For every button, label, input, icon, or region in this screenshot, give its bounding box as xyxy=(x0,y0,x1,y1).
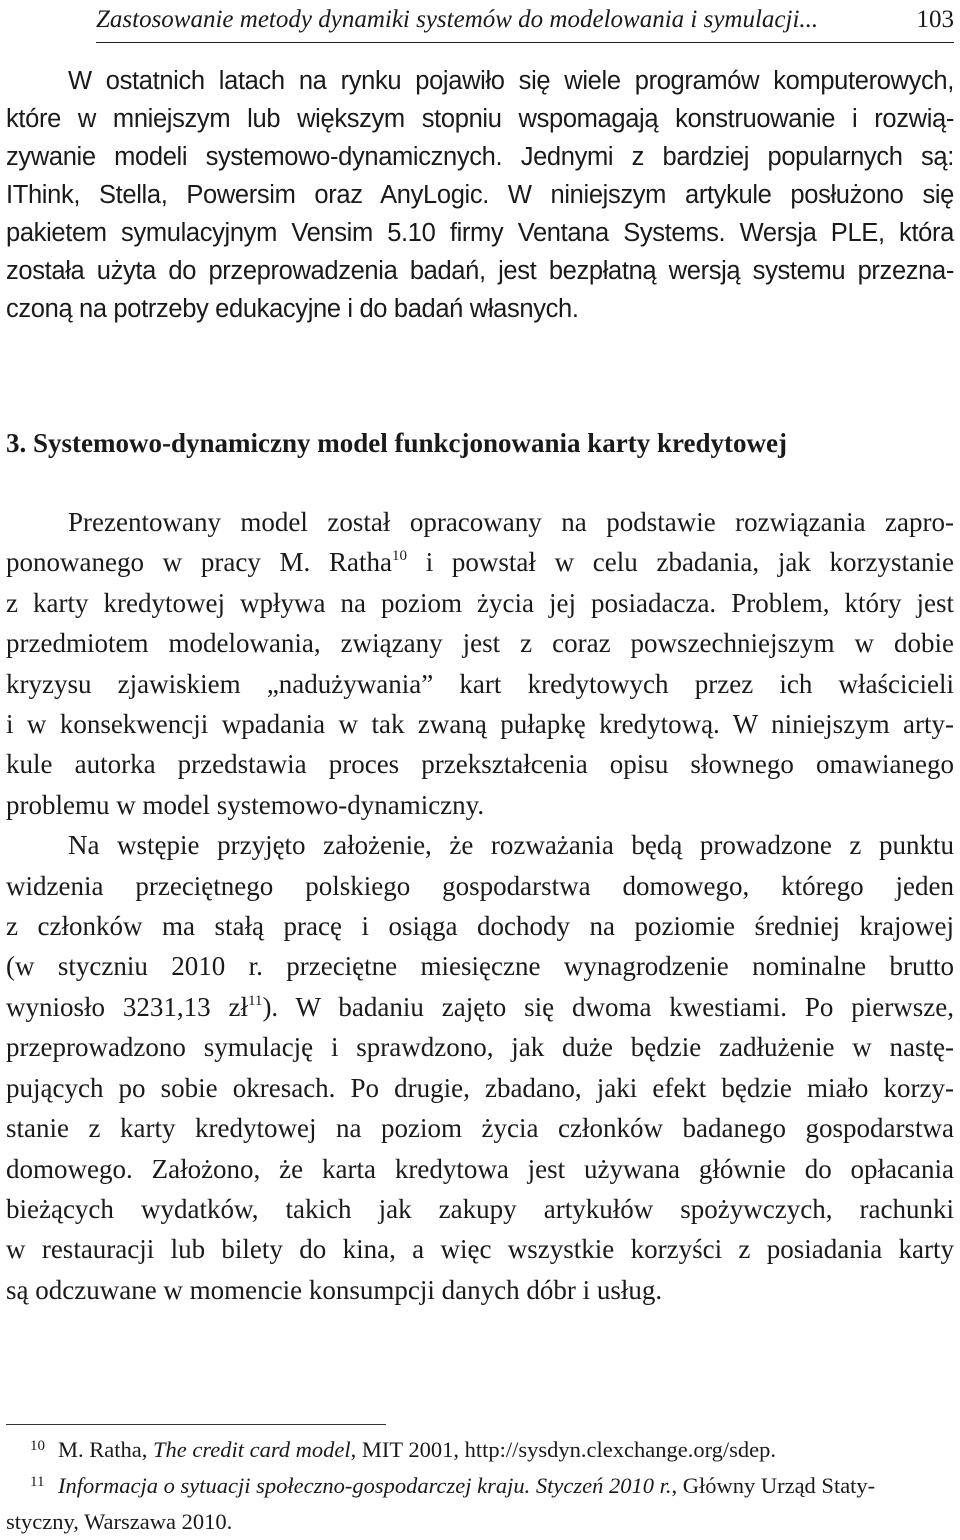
footnote-title: Informacja o sytuacji społeczno-gospodarczej kraju. Styczeń 2010 r. xyxy=(58,1473,672,1498)
footnote-title: The credit card model xyxy=(153,1437,351,1462)
body-line: widzenia przeciętnego polskiego gospodarstwa domowego, którego jeden xyxy=(6,870,954,901)
intro-line: IThink, Stella, Powersim oraz AnyLogic. W niniejszym artykule posłużono się xyxy=(6,181,954,209)
body-line: bieżących wydatków, takich jak zakupy artykułów spożywczych, rachunki xyxy=(6,1193,954,1224)
footnote-text: , MIT 2001, http://sysdyn.clexchange.org/sdep. xyxy=(350,1437,777,1462)
footnote-author: M. Ratha, xyxy=(58,1437,153,1462)
body-line: w restauracji lub bilety do kina, a więc wszystkie korzyści z posiadania karty xyxy=(6,1234,954,1265)
section-body xyxy=(6,502,954,1310)
body-line xyxy=(6,987,954,1027)
body-line: są odczuwane w momencie konsumpcji danych dóbr i usług. xyxy=(6,1274,663,1305)
footnotes xyxy=(6,1432,954,1540)
body-line xyxy=(6,542,954,582)
intro-line: czoną na potrzeby edukacyjne i do badań własnych. xyxy=(6,295,579,323)
body-text: i powstał w celu zbadania, jak korzystanie xyxy=(406,547,954,578)
body-text: ponowanego w pracy M. Ratha xyxy=(6,547,392,578)
body-line: przedmiotem modelowania, związany jest z coraz powszechniejszym w dobie xyxy=(6,628,954,659)
body-line: i w konsekwencji wpadania w tak zwaną pułapkę kredytową. W niniejszym arty- xyxy=(6,709,954,740)
body-line: kule autorka przedstawia proces przekształcenia opisu słownego omawianego xyxy=(6,749,954,780)
body-line: z członków ma stałą pracę i osiąga dochody na poziomie średniej krajowej xyxy=(6,911,954,942)
footnote-ref[interactable]: 11 xyxy=(247,992,263,1009)
page-number: 103 xyxy=(916,6,954,33)
intro-line: W ostatnich latach na rynku pojawiło się wiele programów komputerowych, xyxy=(68,67,954,95)
body-line: domowego. Założono, że karta kredytowa jest używana głównie do opłacania xyxy=(6,1153,954,1184)
footnote-divider xyxy=(6,1424,386,1425)
section-heading: 3. Systemowo-dynamiczny model funkcjonowania karty kredytowej xyxy=(6,428,787,458)
body-text: wyniosło 3231,13 zł xyxy=(6,991,248,1022)
body-text: ). W badaniu zajęto się dwoma kwestiami. Po pierwsze, xyxy=(262,991,954,1022)
body-line: z karty kredytowej wpływa na poziom życia jej posiadacza. Problem, który jest xyxy=(6,587,954,618)
intro-paragraph xyxy=(6,62,954,328)
page-header xyxy=(96,2,954,43)
intro-line: zywanie modeli systemowo-dynamicznych. Jednymi z bardziej popularnych są: xyxy=(6,143,954,171)
body-line: problemu w model systemowo-dynamiczny. xyxy=(6,789,485,820)
footnote-ref[interactable]: 10 xyxy=(391,548,407,565)
footnote-number: 11 xyxy=(30,1474,45,1490)
intro-line: pakietem symulacyjnym Vensim 5.10 firmy Ventana Systems. Wersja PLE, która xyxy=(6,219,954,247)
body-line: stanie z karty kredytowej na poziom życia członków badanego gospodarstwa xyxy=(6,1113,954,1144)
footnote-text: , Główny Urząd Staty- xyxy=(671,1473,876,1498)
body-line: Na wstępie przyjęto założenie, że rozważania będą prowadzone z punktu xyxy=(68,830,954,861)
footnote-11-continued: styczny, Warszawa 2010. xyxy=(6,1509,233,1534)
intro-line: została użyta do przeprowadzenia badań, jest bezpłatną wersją systemu przezna- xyxy=(6,257,954,285)
body-line: przeprowadzono symulację i sprawdzono, jak duże będzie zadłużenie w nastę- xyxy=(6,1032,954,1063)
intro-line: które w mniejszym lub większym stopniu wspomagają konstruowanie i rozwią- xyxy=(6,105,954,133)
body-line: Prezentowany model został opracowany na podstawie rozwiązania zapro- xyxy=(68,507,954,537)
body-line: pujących po sobie okresach. Po drugie, zbadano, jaki efekt będzie miało korzy- xyxy=(6,1072,954,1103)
footnote-11 xyxy=(6,1468,954,1504)
running-title: Zastosowanie metody dynamiki systemów do modelowania i symulacji... xyxy=(96,6,819,33)
footnote-number: 10 xyxy=(30,1438,45,1454)
body-line: (w styczniu 2010 r. przeciętne miesięczne wynagrodzenie nominalne brutto xyxy=(6,951,954,982)
body-line: kryzysu zjawiskiem „nadużywania” kart kredytowych przez ich właścicieli xyxy=(6,668,954,699)
footnote-10 xyxy=(6,1432,954,1468)
